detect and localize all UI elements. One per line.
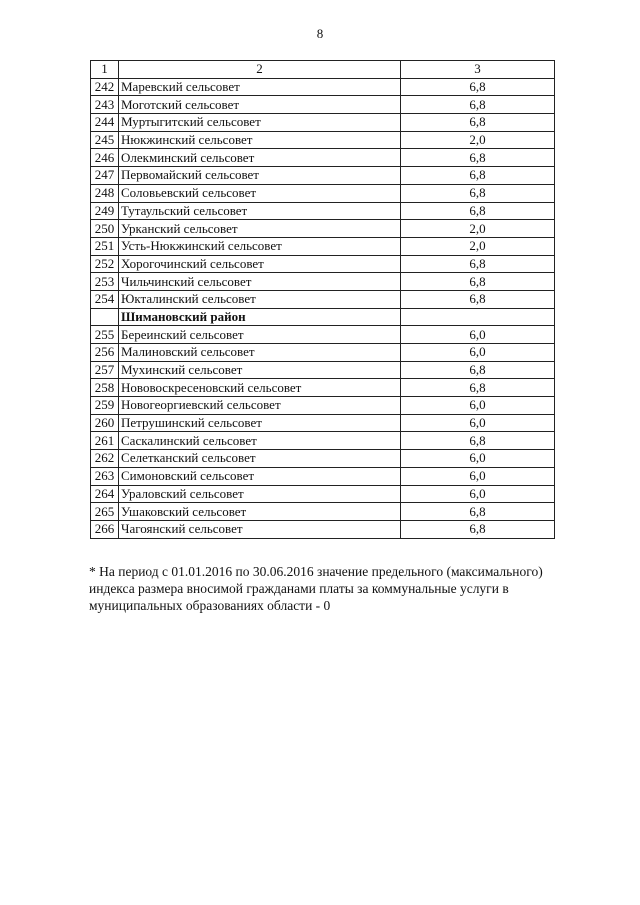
index-value: 6,0 — [401, 397, 555, 415]
index-value: 6,8 — [401, 149, 555, 167]
municipality-name: Селетканский сельсовет — [119, 450, 401, 468]
district-value-cell — [401, 308, 555, 326]
index-value: 6,8 — [401, 167, 555, 185]
index-value: 6,8 — [401, 255, 555, 273]
municipality-name: Ураловский сельсовет — [119, 485, 401, 503]
index-value: 6,0 — [401, 326, 555, 344]
index-value: 6,8 — [401, 290, 555, 308]
municipality-name: Ушаковский сельсовет — [119, 503, 401, 521]
table-header-row — [91, 61, 555, 79]
municipality-name: Малиновский сельсовет — [119, 344, 401, 362]
municipality-name: Мухинский сельсовет — [119, 361, 401, 379]
row-number: 255 — [91, 326, 119, 344]
row-number: 265 — [91, 503, 119, 521]
row-number: 252 — [91, 255, 119, 273]
table-row — [91, 255, 555, 273]
page-number: 8 — [316, 26, 324, 41]
row-number: 258 — [91, 379, 119, 397]
index-value: 6,0 — [401, 344, 555, 362]
table-row — [91, 450, 555, 468]
table-row — [91, 167, 555, 185]
row-number: 248 — [91, 184, 119, 202]
row-number: 249 — [91, 202, 119, 220]
municipality-name: Первомайский сельсовет — [119, 167, 401, 185]
row-number: 264 — [91, 485, 119, 503]
index-value: 6,8 — [401, 202, 555, 220]
row-number: 263 — [91, 467, 119, 485]
municipality-name: Хорогочинский сельсовет — [119, 255, 401, 273]
municipality-name: Маревский сельсовет — [119, 78, 401, 96]
index-value: 6,8 — [401, 361, 555, 379]
municipality-name: Петрушинский сельсовет — [119, 414, 401, 432]
table-row — [91, 467, 555, 485]
table-row — [91, 503, 555, 521]
table-row — [91, 361, 555, 379]
index-value: 6,0 — [401, 450, 555, 468]
table-row — [91, 114, 555, 132]
index-value: 6,0 — [401, 414, 555, 432]
index-value: 6,8 — [401, 96, 555, 114]
row-number: 243 — [91, 96, 119, 114]
index-value: 6,8 — [401, 520, 555, 538]
index-table — [90, 60, 555, 539]
table-row — [91, 397, 555, 415]
municipality-name: Юкталинский сельсовет — [119, 290, 401, 308]
table-row — [91, 414, 555, 432]
footnote: * На период с 01.01.2016 по 30.06.2016 значение предельного (максимального) индекса размера вносимой гражданами платы за коммунальные услуги в муниципальных образованиях области - 0 — [89, 564, 543, 613]
row-number: 250 — [91, 220, 119, 238]
row-number: 266 — [91, 520, 119, 538]
municipality-name: Чильчинский сельсовет — [119, 273, 401, 291]
row-number: 259 — [91, 397, 119, 415]
municipality-name: Нововоскресеновский сельсовет — [119, 379, 401, 397]
table-row — [91, 344, 555, 362]
table-row — [91, 520, 555, 538]
row-number: 256 — [91, 344, 119, 362]
municipality-name: Тутаульский сельсовет — [119, 202, 401, 220]
municipality-name: Нюкжинский сельсовет — [119, 131, 401, 149]
table-row — [91, 220, 555, 238]
table-row — [91, 485, 555, 503]
index-value: 2,0 — [401, 237, 555, 255]
municipality-name: Урканский сельсовет — [119, 220, 401, 238]
row-number: 251 — [91, 237, 119, 255]
row-number: 253 — [91, 273, 119, 291]
table-row — [91, 432, 555, 450]
index-value: 6,0 — [401, 485, 555, 503]
index-value: 6,8 — [401, 184, 555, 202]
table-body — [91, 78, 555, 538]
row-number: 245 — [91, 131, 119, 149]
table-row — [91, 202, 555, 220]
district-number-cell — [91, 308, 119, 326]
index-value: 6,8 — [401, 503, 555, 521]
table-row — [91, 96, 555, 114]
row-number: 262 — [91, 450, 119, 468]
index-value: 6,8 — [401, 379, 555, 397]
index-value: 2,0 — [401, 131, 555, 149]
row-number: 257 — [91, 361, 119, 379]
district-name: Шимановский район — [119, 308, 401, 326]
index-value: 6,8 — [401, 78, 555, 96]
index-value: 6,8 — [401, 432, 555, 450]
municipality-name: Симоновский сельсовет — [119, 467, 401, 485]
table-row — [91, 149, 555, 167]
table-row — [91, 78, 555, 96]
row-number: 246 — [91, 149, 119, 167]
table-row — [91, 237, 555, 255]
column-header-number: 1 — [91, 61, 119, 79]
municipality-name: Саскалинский сельсовет — [119, 432, 401, 450]
municipality-name: Новогеоргиевский сельсовет — [119, 397, 401, 415]
municipality-name: Муртыгитский сельсовет — [119, 114, 401, 132]
row-number: 244 — [91, 114, 119, 132]
municipality-name: Олекминский сельсовет — [119, 149, 401, 167]
column-header-name: 2 — [119, 61, 401, 79]
row-number: 254 — [91, 290, 119, 308]
district-row — [91, 308, 555, 326]
municipality-name: Чагоянский сельсовет — [119, 520, 401, 538]
table-row — [91, 273, 555, 291]
index-value: 6,8 — [401, 114, 555, 132]
table-row — [91, 379, 555, 397]
municipality-name: Усть-Нюкжинский сельсовет — [119, 237, 401, 255]
column-header-value: 3 — [401, 61, 555, 79]
municipality-name: Береинский сельсовет — [119, 326, 401, 344]
index-value: 6,8 — [401, 273, 555, 291]
row-number: 260 — [91, 414, 119, 432]
index-value: 6,0 — [401, 467, 555, 485]
row-number: 261 — [91, 432, 119, 450]
municipality-name: Соловьевский сельсовет — [119, 184, 401, 202]
municipality-name: Моготский сельсовет — [119, 96, 401, 114]
table-row — [91, 326, 555, 344]
table-row — [91, 290, 555, 308]
row-number: 247 — [91, 167, 119, 185]
table-row — [91, 131, 555, 149]
row-number: 242 — [91, 78, 119, 96]
table-row — [91, 184, 555, 202]
index-value: 2,0 — [401, 220, 555, 238]
